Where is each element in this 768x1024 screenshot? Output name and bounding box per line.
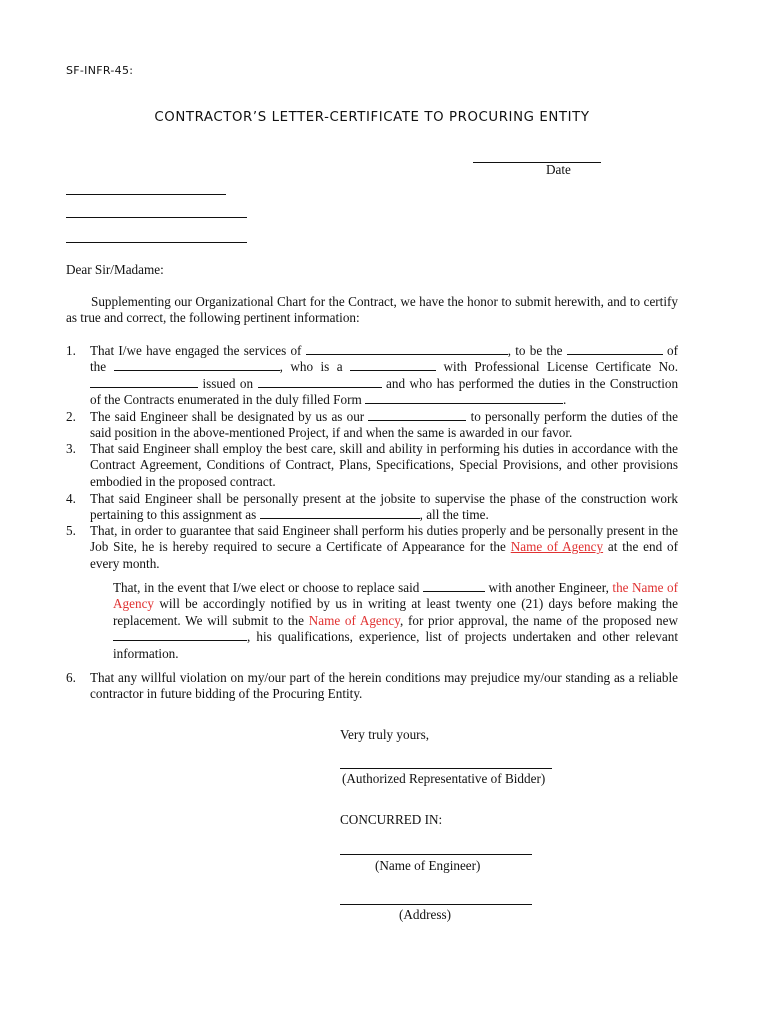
engineer-label: (Name of Engineer) [375,858,481,873]
list-item-5: 5. That, in order to guarantee that said Engineer shall perform his duties properly and be personally present in the Job Site, he is hereby required to secure a Certificate of Appearance for the Name of Agency at the end of every month. [66,523,678,571]
item-number: 6. [66,670,76,685]
list-item-3: 3. That said Engineer shall employ the best care, skill and ability in performing his duties in accordance with the Contract Agreement, Conditions of Contract, Plans, Specifications, Special Provisions, and other provisions embodied in the proposed contract. [66,441,678,489]
date-blank[interactable] [473,150,601,163]
engineer-name-blank[interactable] [306,343,508,355]
list-item-4: 4. That said Engineer shall be personally present at the jobsite to supervise the phase of the construction work pertaining to this assignment as , all the time. [66,491,678,523]
representative-label: (Authorized Representative of Bidder) [342,771,546,786]
salutation: Dear Sir/Madame: [66,262,164,277]
list-item-6: 6. That any willful violation on my/our part of the herein conditions may prejudice my/our standing as a reliable contractor in future bidding of the Procuring Entity. [66,670,678,702]
item-number: 2. [66,409,76,424]
engineer-signature-line[interactable] [340,844,532,855]
item-number: 1. [66,343,76,358]
date-label: Date [546,162,571,177]
replaced-engineer-blank[interactable] [423,580,485,592]
form-number-blank[interactable] [365,392,563,404]
item-number: 4. [66,491,76,506]
item-number: 3. [66,441,76,456]
list-item-1: 1. That I/we have engaged the services of , to be the of the , who is a with Professional License Certificate No. issued on and who has performed the duties in the Construction of the Contracts enumerated in the duly filled Form . [66,343,679,408]
address-line[interactable] [340,894,532,905]
list-item-2: 2. The said Engineer shall be designated by us as our to personally perform the duties of the said position in the above-mentioned Project, if and when the same is awarded in our favor. [66,409,679,441]
designation-blank[interactable] [368,409,466,421]
profession-blank[interactable] [350,359,436,371]
agency-name-placeholder: the Name of Agency [113,580,679,612]
concurred-label: CONCURRED IN: [340,812,443,827]
form-code: SF-INFR-45: [66,64,134,77]
representative-signature-line[interactable] [340,758,552,769]
assignment-blank[interactable] [260,507,420,519]
document-title: CONTRACTOR’S LETTER-CERTIFICATE TO PROCURING ENTITY [154,110,590,125]
intro-paragraph: Supplementing our Organizational Chart for the Contract, we have the honor to submit herewith, and to certify as true and correct, the following pertinent information: [66,294,678,326]
license-number-blank[interactable] [90,376,198,388]
issue-date-blank[interactable] [258,376,382,388]
agency-name-link[interactable]: Name of Agency [510,539,604,555]
item-number: 5. [66,523,76,538]
address-label: (Address) [399,907,452,922]
position-blank[interactable] [567,343,663,355]
valediction: Very truly yours, [340,727,430,742]
project-blank[interactable] [114,359,280,371]
addressee-line-1[interactable] [66,184,226,195]
replacement-paragraph: That, in the event that I/we elect or choose to replace said with another Engineer, the Name of Agency will be accordingly notified by us in writing at least twenty one (21) days before making the replacement. We will submit to the Name of Agency, for prior approval, the name of the proposed new , his qualifications, experience, list of projects undertaken and other relevant information. [113,580,679,661]
addressee-line-2[interactable] [66,207,247,218]
new-position-blank[interactable] [113,629,247,641]
addressee-line-3[interactable] [66,232,247,243]
agency-name-placeholder: Name of Agency [308,612,400,628]
